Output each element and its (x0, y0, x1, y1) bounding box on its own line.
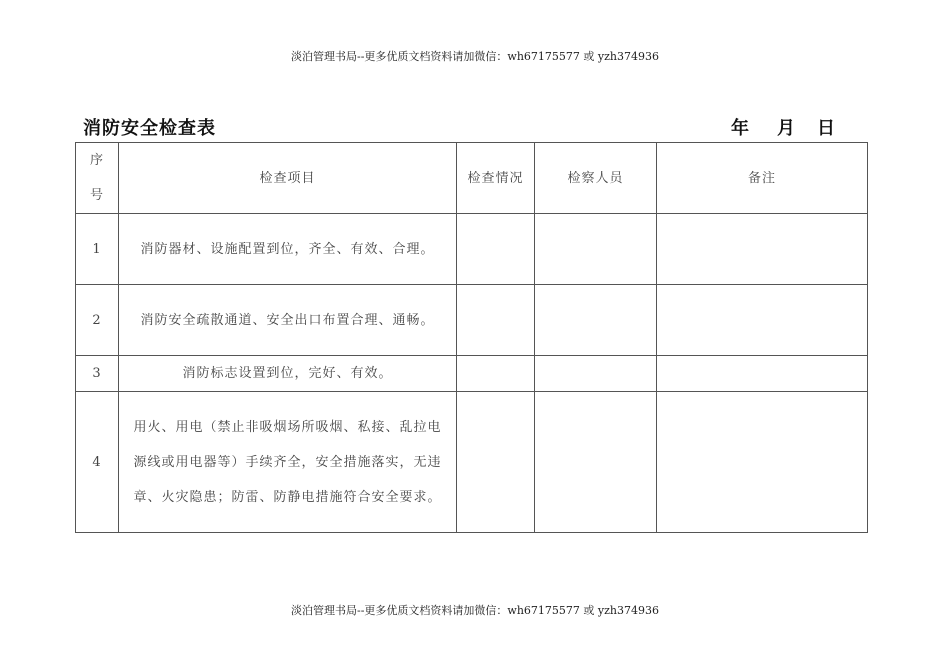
row-status-cell[interactable] (457, 356, 535, 392)
row-status-cell[interactable] (457, 392, 535, 533)
header-status: 检查情况 (457, 143, 535, 214)
header-remarks: 备注 (657, 143, 868, 214)
table-row (76, 285, 868, 356)
row-item: 用火、用电（禁止非吸烟场所吸烟、私接、乱拉电源线或用电器等）手续齐全，安全措施落实，无违章、火灾隐患；防雷、防静电措施符合安全要求。 (119, 392, 457, 533)
row-status-cell[interactable] (457, 285, 535, 356)
row-seq: 4 (76, 392, 119, 533)
page-header-note: 淡泊管理书局--更多优质文档资料请加微信：wh67175577 或 yzh374936 (291, 50, 659, 63)
row-item: 消防安全疏散通道、安全出口布置合理、通畅。 (119, 285, 457, 356)
inspection-table (75, 142, 868, 533)
table-header-row (76, 143, 868, 214)
table-row (76, 392, 868, 533)
date-fields (720, 114, 846, 140)
header-item: 检查项目 (119, 143, 457, 214)
table-row (76, 356, 868, 392)
row-inspector-cell[interactable] (535, 285, 657, 356)
row-seq: 1 (76, 214, 119, 285)
date-day-label: 日 (817, 118, 835, 139)
row-inspector-cell[interactable] (535, 214, 657, 285)
row-remarks-cell[interactable] (657, 285, 868, 356)
table-row (76, 214, 868, 285)
row-inspector-cell[interactable] (535, 392, 657, 533)
header-seq-bottom: 号 (89, 188, 104, 203)
header-seq-top: 序 (89, 153, 104, 168)
row-status-cell[interactable] (457, 214, 535, 285)
header-inspector: 检察人员 (535, 143, 657, 214)
date-month-label: 月 (777, 118, 795, 139)
row-seq: 3 (76, 356, 119, 392)
date-year-label: 年 (731, 118, 749, 139)
row-item: 消防标志设置到位，完好、有效。 (119, 356, 457, 392)
row-remarks-cell[interactable] (657, 214, 868, 285)
row-seq: 2 (76, 285, 119, 356)
row-remarks-cell[interactable] (657, 356, 868, 392)
row-remarks-cell[interactable] (657, 392, 868, 533)
row-item: 消防器材、设施配置到位，齐全、有效、合理。 (119, 214, 457, 285)
row-inspector-cell[interactable] (535, 356, 657, 392)
page-footer-note: 淡泊管理书局--更多优质文档资料请加微信：wh67175577 或 yzh374936 (291, 604, 659, 617)
header-seq (76, 143, 119, 214)
document-title: 消防安全检查表 (83, 118, 216, 139)
